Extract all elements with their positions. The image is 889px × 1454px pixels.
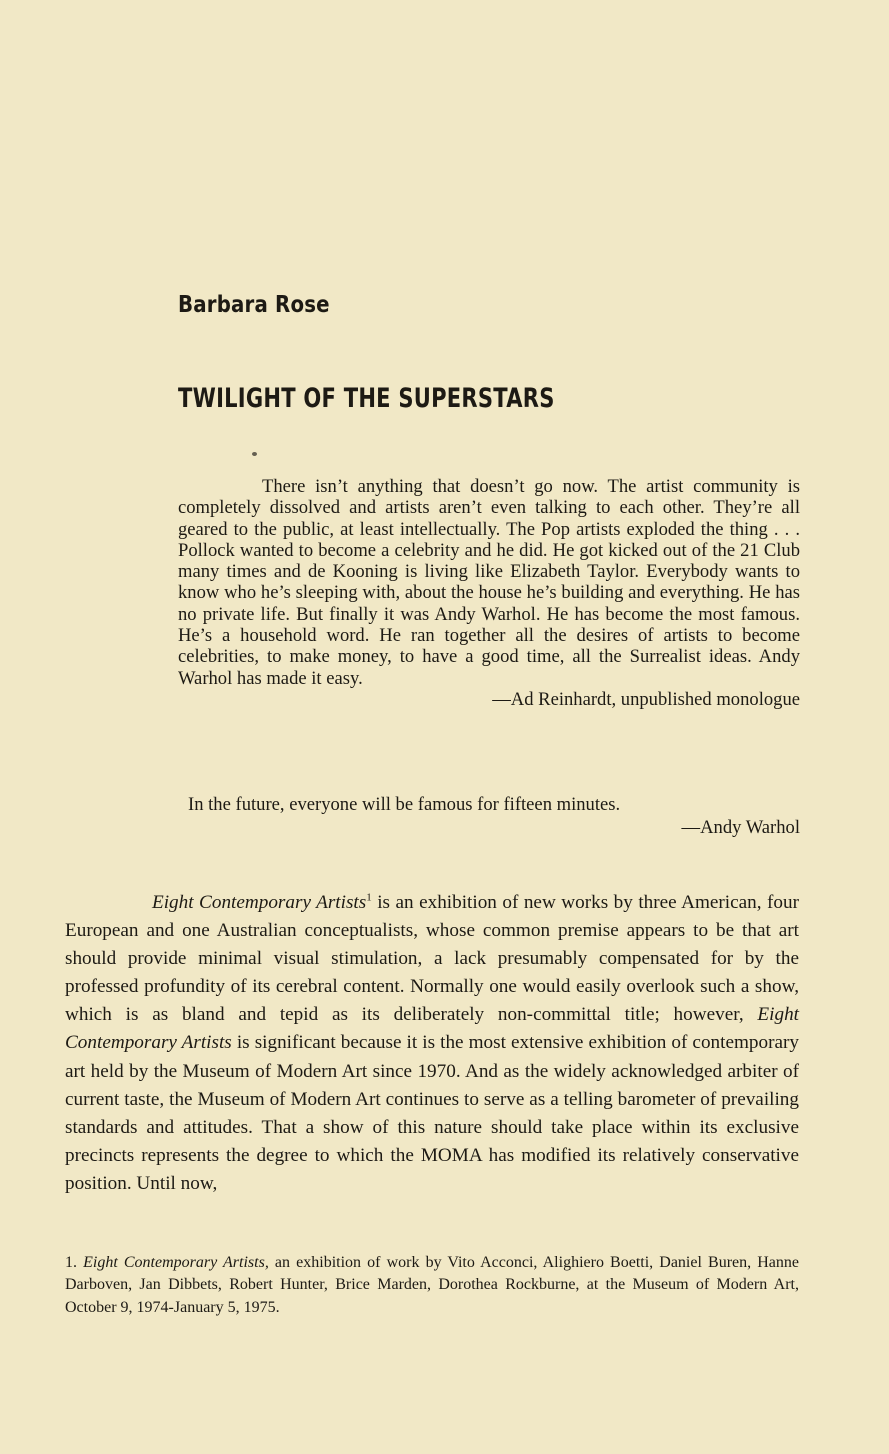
epigraph-text: In the future, everyone will be famous for fifteen minutes. [188,794,621,815]
epigraph-text: There isn’t anything that doesn’t go now. The artist community is completely dissolved and artists aren’t even talking to each other. They’re all geared to the public, at least intellectually. The Pop artists exploded the thing . . . Pollock wanted to become a celebrity and he did. He got kicked out of the 21 Club many times and de Kooning is living like Elizabeth Taylor. Everybody wants to know who he’s sleeping with, about the house he’s building and everything. He has no private life. But finally it was Andy Warhol. He has become the most famous. He’s a household word. He ran together all the desires of artists to become celebrities, to make money, to have a good time, all the Surrealist ideas. Andy Warhol has made it easy. [178,476,800,689]
author-name: Barbara Rose [178,292,330,318]
article-title: TWILIGHT OF THE SUPERSTARS [178,383,555,414]
epigraph-warhol [178,793,800,839]
body-text [65,889,799,1198]
body-text-run: is significant because it is the most extensive exhibition of contemporary art held by the Museum of Modern Art since 1970. And as the widely acknowledged arbiter of current taste, the Museum of Modern Art continues to serve as a telling barometer of prevailing standards and attitudes. That a show of this nature should take place within its exclusive precincts represents the degree to which the MOMA has modified its relatively conservative position. Until now, [65,1032,799,1194]
footnote [65,1252,799,1319]
body-paragraph [65,889,799,1198]
footnote-marker: 1 [366,891,372,904]
epigraph-attribution: —Andy Warhol [681,817,800,838]
exhibition-title: Eight Contemporary Artists [65,1004,799,1054]
footnote-body: an exhibition of work by Vito Acconci, Alighiero Boetti, Daniel Buren, Hanne Darboven, Jan Dibbets, Robert Hunter, Brice Marden, Dorothea Rockburne, at the Museum of Modern Art, October 9, 1974-January 5, 1975. [65,1254,799,1316]
exhibition-title: Eight Contemporary Artists [152,892,367,913]
body-text-run: is an exhibition of new works by three American, four European and one Australian conceptualists, whose common premise appears to be that art should provide minimal visual stimulation, a lack presumably compensated for by the professed profundity of its cerebral content. Normally one would easily overlook such a show, which is as bland and tepid as its deliberately non-committal title; however, [65,892,800,1026]
epigraph-reinhardt [178,476,800,710]
footnote-number: 1. [65,1254,77,1271]
footnote-title: Eight Contemporary Artists, [83,1254,269,1271]
epigraph-attribution: —Ad Reinhardt, unpublished monologue [492,688,800,710]
ornament-mark [252,452,257,456]
